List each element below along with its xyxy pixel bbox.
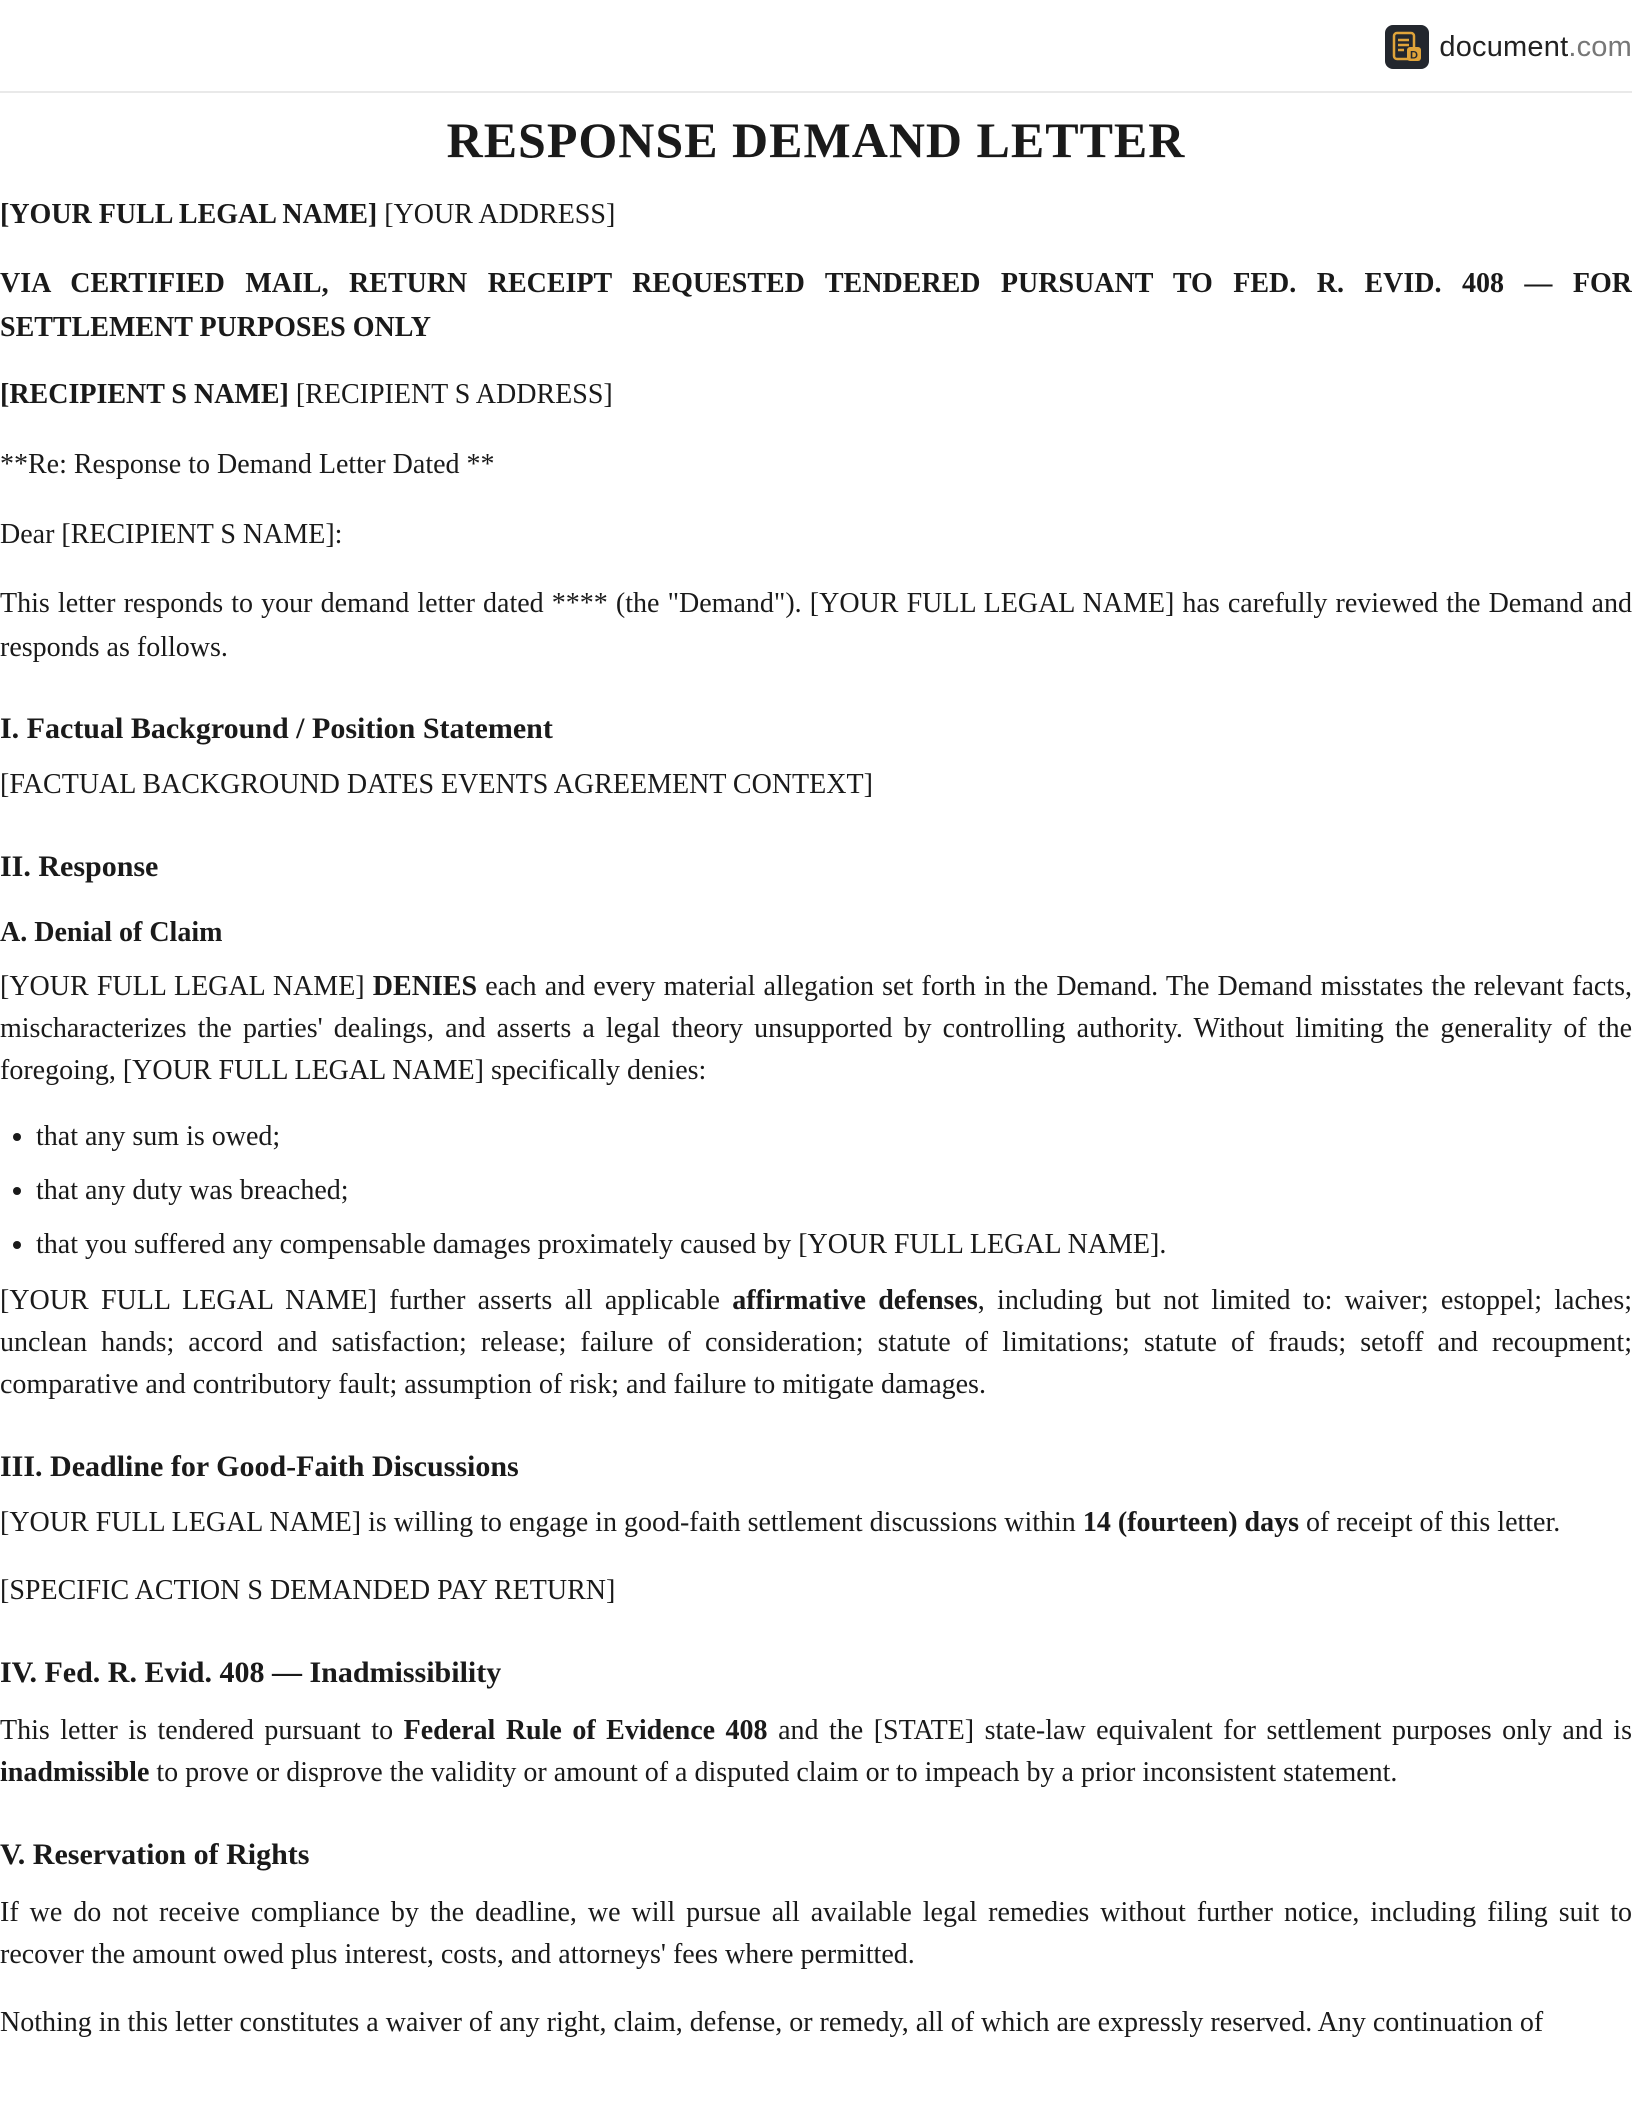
defenses-post: , including but not limited to: waiver; estoppel; laches; unclean hands; accord and satisfaction; release; failure of consideration; statute of limitations; statute of frauds; setoff and recoupment; comparative and contributory fault; assumption of risk; and failure to mitigate damages.: [0, 1285, 1632, 1400]
document-title: RESPONSE DEMAND LETTER: [446, 112, 1186, 168]
section-5-heading: V. Reservation of Rights: [0, 1838, 310, 1871]
section-5-body: If we do not receive compliance by the deadline, we will pursue all available legal remedies without further notice, including filing suit to recover the amount owed plus interest, costs, and attorneys' fees where permitted.: [0, 1897, 1632, 1970]
denial-list: [0, 1116, 1632, 1266]
section-3-bold: 14 (fourteen) days: [1082, 1507, 1300, 1538]
intro-paragraph: This letter responds to your demand letter dated **** (the "Demand"). [YOUR FULL LEGAL NAME] has carefully reviewed the Demand and responds as follows.: [0, 588, 1632, 663]
section-3-action: [SPECIFIC ACTION S DEMANDED PAY RETURN]: [0, 1575, 616, 1606]
section-4-heading: IV. Fed. R. Evid. 408 — Inadmissibility: [0, 1656, 502, 1689]
defenses-pre: [YOUR FULL LEGAL NAME] further asserts all applicable: [0, 1285, 733, 1316]
document-body: [0, 100, 1632, 2044]
recipient-name: [RECIPIENT S NAME]: [0, 379, 289, 410]
svg-text:D: D: [1410, 49, 1419, 62]
top-bar: [0, 0, 1632, 93]
sender-address: [YOUR ADDRESS]: [384, 199, 616, 230]
brand-name-tld: .com: [1568, 30, 1632, 63]
section-1-body: [FACTUAL BACKGROUND DATES EVENTS AGREEMENT CONTEXT]: [0, 769, 873, 800]
sender-name: [YOUR FULL LEGAL NAME]: [0, 199, 378, 230]
section-4-bold-1: Federal Rule of Evidence 408: [403, 1715, 768, 1746]
section-4-body: [0, 1710, 1632, 1794]
sender-block: [0, 194, 1632, 236]
denial-bold: DENIES: [372, 971, 478, 1002]
list-item: • that any duty was breached;: [36, 1170, 1632, 1212]
recipient-address: [RECIPIENT S ADDRESS]: [295, 379, 613, 410]
recipient-block: [0, 374, 1632, 416]
re-line: **Re: Response to Demand Letter Dated **: [0, 449, 495, 480]
denial-pre: [YOUR FULL LEGAL NAME]: [0, 971, 373, 1002]
denial-post: each and every material allegation set forth in the Demand. The Demand misstates the relevant facts, mischaracterizes the parties' dealings, and asserts a legal theory unsupported by controlling authority. Without limiting the generality of the foregoing, [YOUR FULL LEGAL NAME] specifically denies:: [0, 971, 1632, 1086]
list-item: • that any sum is owed;: [36, 1116, 1632, 1158]
section-3-post: of receipt of this letter.: [1299, 1507, 1561, 1538]
section-4-pre: This letter is tendered pursuant to: [0, 1715, 404, 1746]
defenses-bold: affirmative defenses: [732, 1285, 978, 1316]
section-2-heading: II. Response: [0, 850, 159, 883]
brand-logo[interactable]: [1385, 25, 1632, 69]
section-3-body: [0, 1502, 1632, 1544]
brand-name: [1439, 31, 1632, 64]
document-logo-icon: [1385, 25, 1429, 69]
section-4-post: to prove or disprove the validity or amount of a disputed claim or to impeach by a prior inconsistent statement.: [149, 1757, 1398, 1788]
list-item: • that you suffered any compensable damages proximately caused by [YOUR FULL LEGAL NAME].: [36, 1224, 1632, 1266]
brand-name-main: document: [1439, 30, 1569, 63]
section-3-heading: III. Deadline for Good-Faith Discussions: [0, 1450, 519, 1483]
denial-paragraph: [0, 966, 1632, 1092]
section-2-subheading: A. Denial of Claim: [0, 917, 223, 948]
defenses-paragraph: [0, 1280, 1632, 1406]
salutation: Dear [RECIPIENT S NAME]:: [0, 519, 343, 550]
section-4-mid: and the [STATE] state-law equivalent for settlement purposes only and is: [767, 1715, 1632, 1746]
section-1-heading: I. Factual Background / Position Statement: [0, 712, 553, 745]
section-4-bold-2: inadmissible: [0, 1757, 150, 1788]
section-5-body-2: Nothing in this letter constitutes a waiver of any right, claim, defense, or remedy, all of which are expressly reserved. Any continuation of: [0, 2007, 1544, 2038]
section-3-pre: [YOUR FULL LEGAL NAME] is willing to engage in good-faith settlement discussions within: [0, 1507, 1083, 1538]
delivery-notice: VIA CERTIFIED MAIL, RETURN RECEIPT REQUESTED TENDERED PURSUANT TO FED. R. EVID. 408 — FOR SETTLEMENT PURPOSES ONLY: [0, 268, 1632, 343]
